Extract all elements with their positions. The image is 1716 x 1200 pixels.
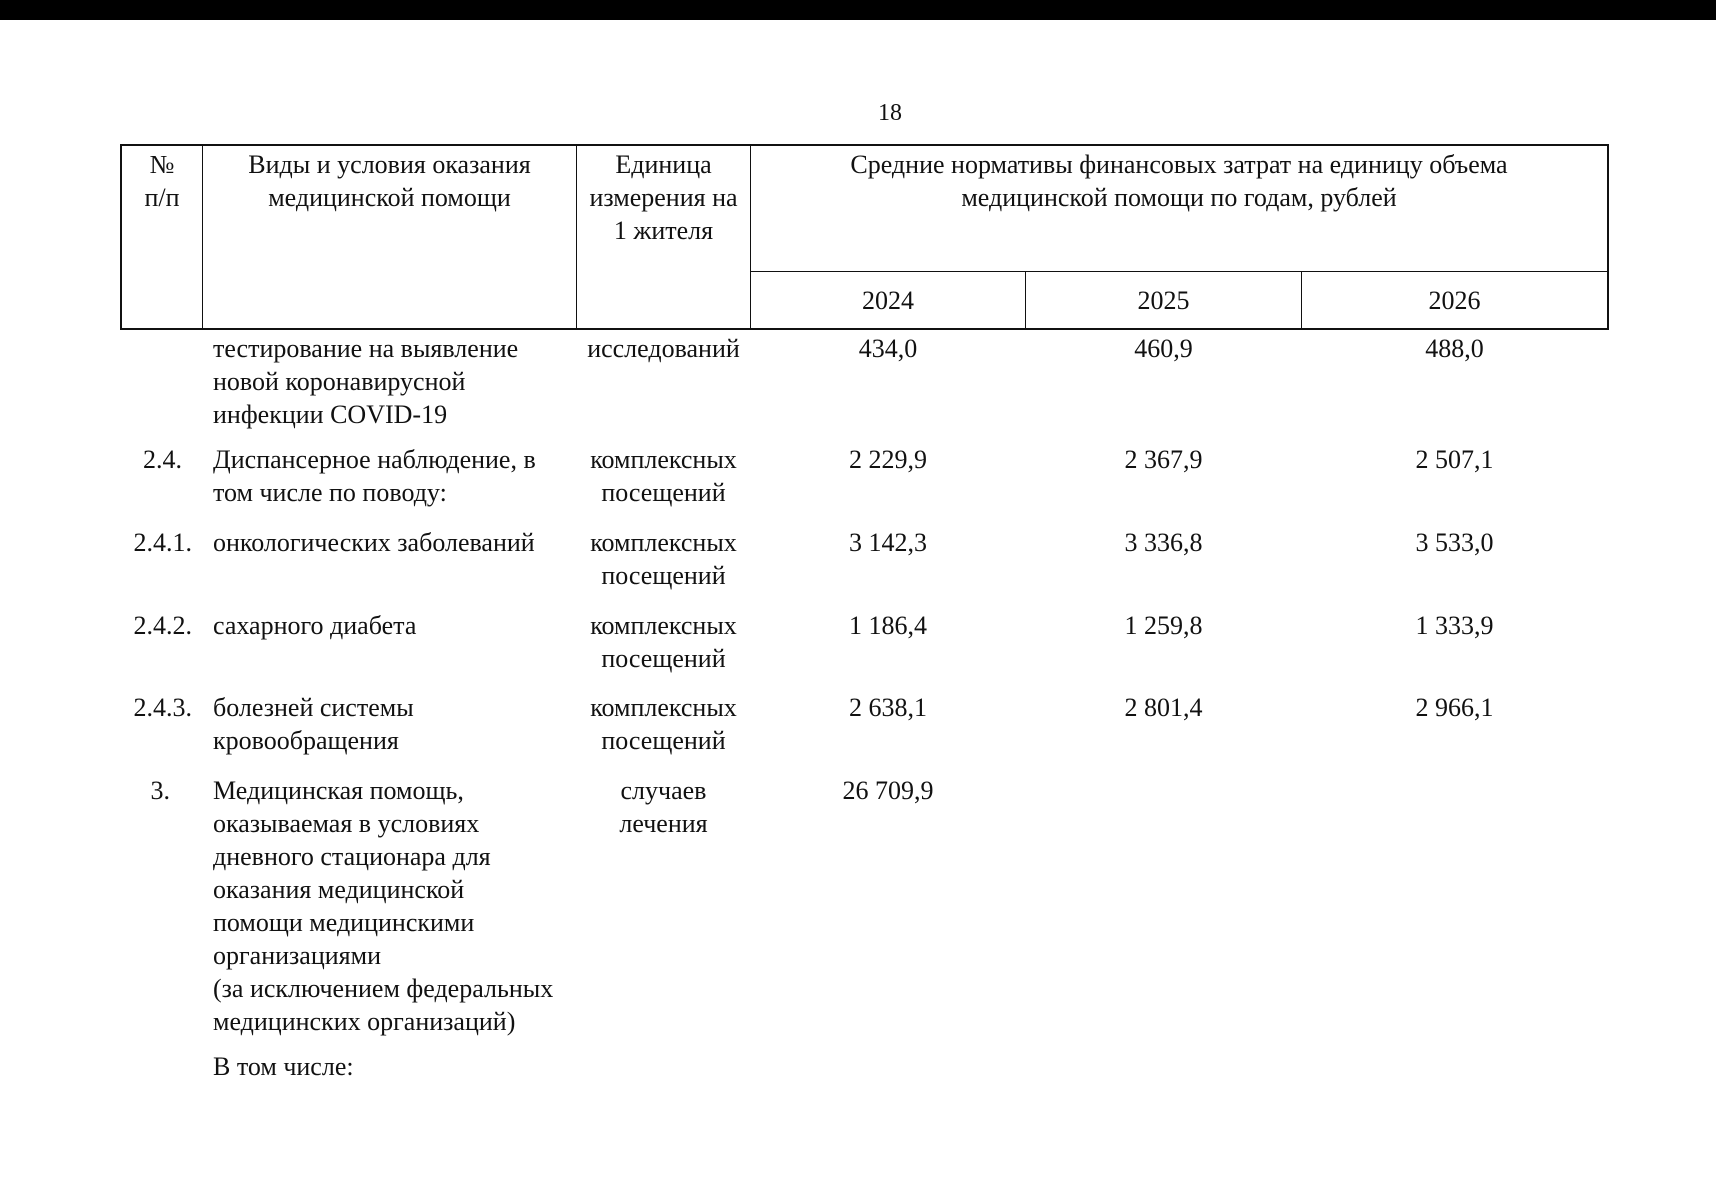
row-number: 2.4.2. [133, 611, 192, 640]
table-header [120, 144, 1609, 330]
row-number: 2.4. [143, 445, 182, 474]
row-value-2024: 2 229,9 [849, 445, 927, 474]
row-value-2026: 2 507,1 [1415, 445, 1494, 474]
row-unit: случаев лечения [619, 776, 708, 838]
row-value-2025: 1 259,8 [1124, 611, 1203, 640]
row-number: 2.4.3. [133, 693, 192, 722]
header-col-norm: Средние нормативы финансовых затрат на единицу объема медицинской помощи по годам, рублей [850, 150, 1508, 212]
row-value-2026: 3 533,0 [1415, 528, 1494, 557]
row-value-2025: 3 336,8 [1124, 528, 1203, 557]
header-col-number: № п/п [144, 150, 180, 212]
header-year-2024: 2024 [862, 286, 914, 315]
header-year-2026: 2026 [1428, 286, 1481, 315]
row-name: Медицинская помощь, оказываемая в условиях дневного стационара для оказания медицинской помощи медицинскими организациями (за исключением федеральных медицинских организаций) [213, 776, 554, 1036]
row-unit: комплексных посещений [590, 611, 737, 673]
row-name: тестирование на выявление новой коронавирусной инфекции COVID-19 [213, 334, 519, 429]
row-value-2026: 2 966,1 [1415, 693, 1494, 722]
scan-border [0, 0, 1716, 20]
row-value-2024: 434,0 [858, 334, 918, 363]
row-value-2025: 2 367,9 [1124, 445, 1203, 474]
row-unit: комплексных посещений [590, 445, 737, 507]
page-number: 18 [878, 100, 902, 126]
header-col-kind: Виды и условия оказания медицинской помощи [248, 150, 531, 212]
row-value-2026: 488,0 [1425, 334, 1484, 363]
row-value-2025: 2 801,4 [1124, 693, 1203, 722]
row-value-2024: 1 186,4 [849, 611, 927, 640]
row-value-2025: 460,9 [1134, 334, 1193, 363]
row-name: онкологических заболеваний [213, 528, 535, 557]
row-name: Диспансерное наблюдение, в том числе по поводу: [213, 445, 536, 507]
row-number: 2.4.1. [133, 528, 192, 557]
row-name: сахарного диабета [213, 611, 417, 640]
row-unit: комплексных посещений [590, 528, 737, 590]
footer-text: В том числе: [213, 1052, 354, 1081]
row-name: болезней системы кровообращения [213, 693, 414, 755]
row-unit: исследований [587, 334, 740, 363]
row-unit: комплексных посещений [590, 693, 737, 755]
header-year-2025: 2025 [1137, 286, 1190, 315]
row-value-2024: 26 709,9 [842, 776, 934, 805]
header-col-unit: Единица измерения на 1 жителя [589, 150, 738, 245]
row-value-2024: 2 638,1 [849, 693, 927, 722]
row-number: 3. [150, 776, 170, 805]
row-value-2024: 3 142,3 [849, 528, 927, 557]
row-value-2026: 1 333,9 [1415, 611, 1494, 640]
